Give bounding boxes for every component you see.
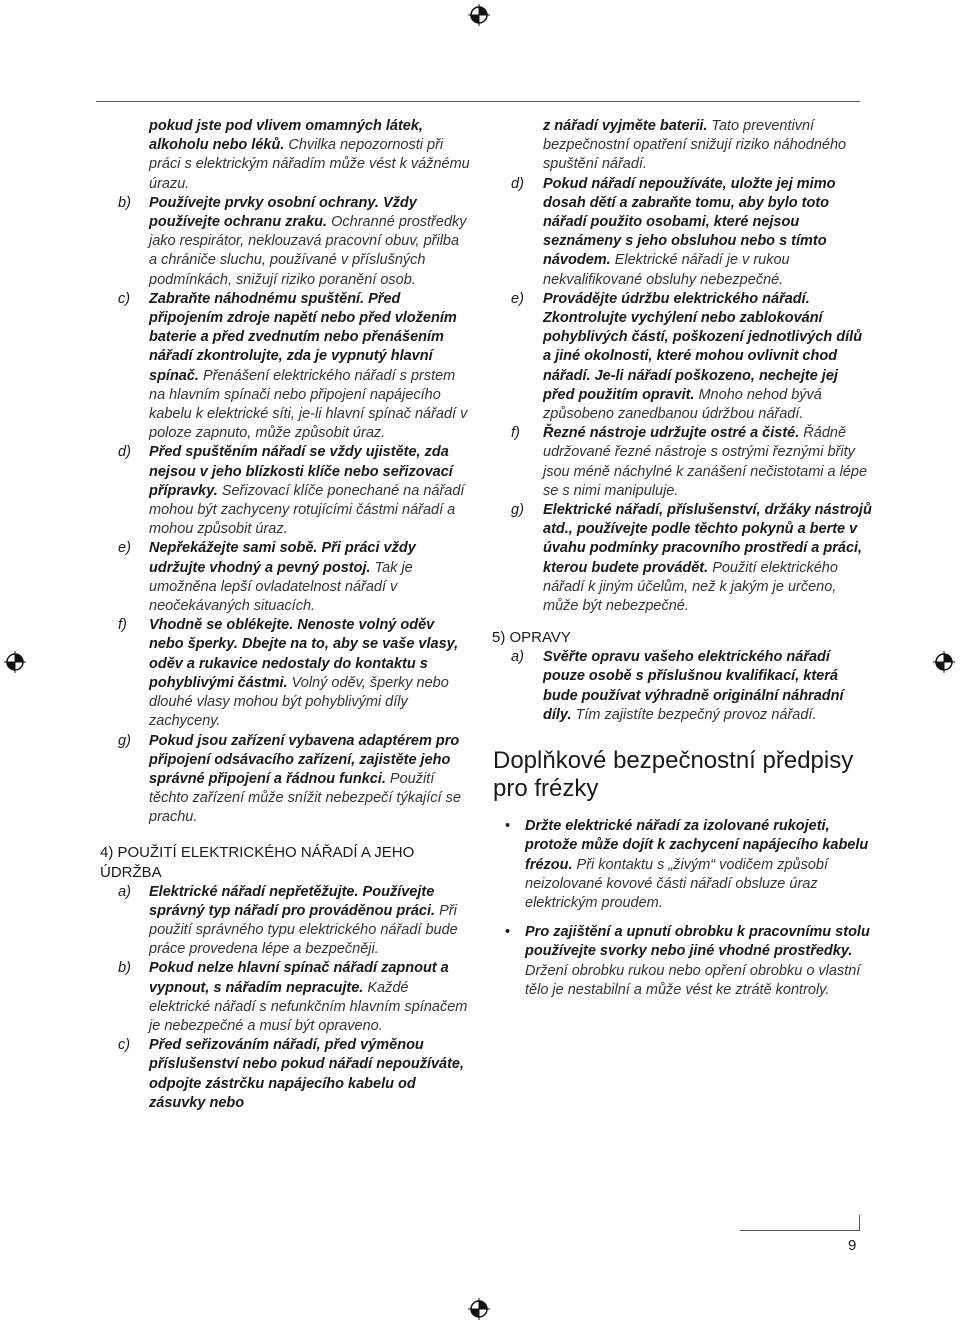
right-column xyxy=(487,117,872,1010)
item-bold: Pokud nelze hlavní spínač nářadí zapnout a vypnout, s nářadím nepracujte. xyxy=(149,960,449,996)
bullet-item xyxy=(487,817,872,913)
list-item xyxy=(487,424,872,501)
section-heading-4: 4) POUŽITÍ ELEKTRICKÉHO NÁŘADÍ A JEHO ÚDRŽBA xyxy=(100,843,415,881)
item-bold: Před seřizováním nářadí, před výměnou příslušenství nebo pokud nářadí nepoužíváte, odpojte zástrčku napájecího kabelu od zásuvky nebo xyxy=(149,1037,465,1111)
item-marker: e) xyxy=(511,290,524,307)
list-item xyxy=(487,175,872,290)
right-intro-text: Tato preventivní bezpečnostní opatření snižují riziko náhodného spuštění nářadí. xyxy=(543,118,847,173)
item-text: Použití elektrického nářadí k jiným účelům, než k jakým je určeno, může být nebezpečné. xyxy=(543,559,838,615)
item-bold: Provádějte údržbu elektrického nářadí. Zkontrolujte vychýlení nebo zablokování pohyblivých částí, poškození jednotlivých dílů a jiné okolnosti, které mohou ovlivnit chod nářadí. Je-li nářadí poškozeno, nechejte jej před použitím opravit. xyxy=(543,290,863,403)
item-bold: Nepřekážejte sami sobě. Při práci vždy udržujte vhodný a pevný postoj. xyxy=(149,540,416,576)
list-item xyxy=(95,194,470,290)
supplementary-heading: Doplňkové bezpečnostní předpisy pro frézky xyxy=(493,747,854,803)
list-item xyxy=(95,883,470,960)
left-intro-bold: pokud jste pod vlivem omamných látek, alkoholu nebo léků. xyxy=(149,118,423,154)
item-bold: Svěřte opravu vašeho elektrického nářadí pouze osobě s příslušnou kvalifikací, která bude používat výhradně originální náhradní díly. xyxy=(543,649,844,723)
registration-mark-top-icon xyxy=(468,4,490,26)
item-text: Tím zajistíte bezpečný provoz nářadí. xyxy=(571,706,817,723)
list-item xyxy=(95,539,470,616)
item-marker: a) xyxy=(511,649,524,666)
item-marker: d) xyxy=(118,444,131,461)
registration-mark-right-icon xyxy=(933,651,955,673)
bullet-bold: Pro zajištění a upnutí obrobku k pracovnímu stolu používejte svorky nebo jiné vhodné prostředky. xyxy=(525,924,870,960)
header-rule xyxy=(96,101,860,102)
item-text: Řádně udržované řezné nástroje s ostrými řeznými břity jsou méně náchylné k zanášení nečistotami a lépe se s nimi manipuluje. xyxy=(543,425,868,499)
item-bold: Elektrické nářadí nepřetěžujte. Používejte správný typ nářadí pro prováděnou práci. xyxy=(149,883,436,919)
item-marker: f) xyxy=(511,425,520,442)
list-item xyxy=(95,1036,470,1113)
item-bold: Vhodně se oblékejte. Nenoste volný oděv nebo šperky. Dbejte na to, aby se vaše vlasy, oděv a rukavice nedostaly do kontaktu s pohyblivými částmi. xyxy=(149,617,459,691)
bullet-icon: • xyxy=(505,818,511,835)
item-bold: Zabraňte náhodnému spuštění. Před připojením zdroje napětí nebo před vložením baterie a před zvednutím nebo přenášením nářadí zkontrolujte, zda je vypnutý hlavní spínač. xyxy=(149,290,457,384)
left-column xyxy=(95,117,470,1113)
item-marker: e) xyxy=(118,540,131,557)
left-intro-text: Chvilka nepozornosti při práci s elektrickým nářadím může vést k vážnému úrazu. xyxy=(149,137,470,192)
list-item xyxy=(95,290,470,444)
bullet-bold: Držte elektrické nářadí za izolované rukojeti, protože může dojít k zachycení napájecího kabelu frézou. xyxy=(525,818,869,873)
bullet-text: Při kontaktu s „živým“ vodičem způsobí neizolované kovové části nářadí obsluze úraz elektrickým proudem. xyxy=(525,856,828,911)
item-bold: Pokud nářadí nepoužíváte, uložte jej mimo dosah dětí a zabraňte tomu, aby bylo toto nářadí použito osobami, které nejsou seznámeny s jeho obsluhou nebo s tímto návodem. xyxy=(543,175,836,269)
list-item xyxy=(95,732,470,828)
list-item xyxy=(95,959,470,1036)
item-bold: Používejte prvky osobní ochrany. Vždy používejte ochranu zraku. xyxy=(149,194,417,231)
right-intro xyxy=(487,117,872,175)
item-text: Mnoho nehod bývá způsobeno zanedbanou údržbou nářadí. xyxy=(543,386,822,423)
bullet-icon: • xyxy=(505,924,511,941)
item-marker: a) xyxy=(118,883,131,900)
bullet-item xyxy=(487,923,872,1000)
item-text: Volný oděv, šperky nebo dlouhé vlasy mohou být pohyblivými díly zachyceny. xyxy=(149,674,449,730)
item-marker: f) xyxy=(118,617,127,634)
registration-mark-bottom-icon xyxy=(468,1298,490,1320)
item-marker: b) xyxy=(118,194,131,211)
item-bold: Elektrické nářadí, příslušenství, držáky nástrojů atd., používejte podle těchto pokynů a berte v úvahu podmínky pracovního prostředí a práci, kterou budete provádět. xyxy=(543,502,872,576)
item-marker: g) xyxy=(118,732,131,749)
footer-rule xyxy=(740,1230,860,1231)
item-bold: Před spuštěním nářadí se vždy ujistěte, zda nejsou v jeho blízkosti klíče nebo seřizovací přípravky. xyxy=(149,444,453,499)
item-text: Při použití správného typu elektrického nářadí bude práce provedena lépe a bezpečněji. xyxy=(149,902,458,958)
left-intro xyxy=(95,117,470,194)
section-heading-5: 5) OPRAVY xyxy=(492,629,571,647)
list-item xyxy=(487,648,872,725)
item-marker: g) xyxy=(511,502,524,519)
item-text: Použití těchto zařízení může snížit nebezpečí týkající se prachu. xyxy=(149,770,461,826)
item-text: Přenášení elektrického nářadí s prstem na hlavním spínači nebo připojení napájecího kabelu k elektrické síti, je-li hlavní spínač nářadí v poloze zapnuto, může způsobit úraz. xyxy=(149,367,468,442)
item-text: Tak je umožněna lepší ovladatelnost nářadí v neočekávaných situacích. xyxy=(149,559,413,615)
page-number: 9 xyxy=(848,1237,857,1254)
item-text: Elektrické nářadí je v rukou nekvalifikované obsluhy nebezpečné. xyxy=(543,252,790,288)
bullet-text: Držení obrobku rukou nebo opření obrobku o vlastní tělo je nestabilní a může vést ke ztrátě kontroly. xyxy=(525,962,861,998)
list-item xyxy=(95,616,470,731)
item-bold: Řezné nástroje udržujte ostré a čisté. xyxy=(543,425,800,442)
item-marker: d) xyxy=(511,175,524,192)
item-marker: c) xyxy=(118,290,131,307)
list-item xyxy=(95,443,470,539)
item-marker: b) xyxy=(118,960,131,977)
registration-mark-left-icon xyxy=(4,651,26,673)
item-text: Seřizovací klíče ponechané na nářadí mohou být zachyceny rotujícími částmi nářadí a mohou způsobit úraz. xyxy=(149,482,465,538)
right-intro-bold: z nářadí vyjměte baterii. xyxy=(543,118,708,134)
footer-rule-tick xyxy=(859,1215,860,1231)
item-bold: Pokud jsou zařízení vybavena adaptérem pro připojení odsávacího zařízení, zajistěte jeho správné připojení a řádnou funkci. xyxy=(149,732,460,787)
item-text: Každé elektrické nářadí s nefunkčním hlavním spínačem je nebezpečné a musí být opraveno. xyxy=(149,979,468,1034)
list-item xyxy=(487,290,872,424)
list-item xyxy=(487,501,872,616)
item-marker: c) xyxy=(118,1037,131,1054)
item-text: Ochranné prostředky jako respirátor, neklouzavá pracovní obuv, přilba a chrániče sluchu, používané v příslušných podmínkách, snižují riziko poranění osob. xyxy=(149,214,467,288)
